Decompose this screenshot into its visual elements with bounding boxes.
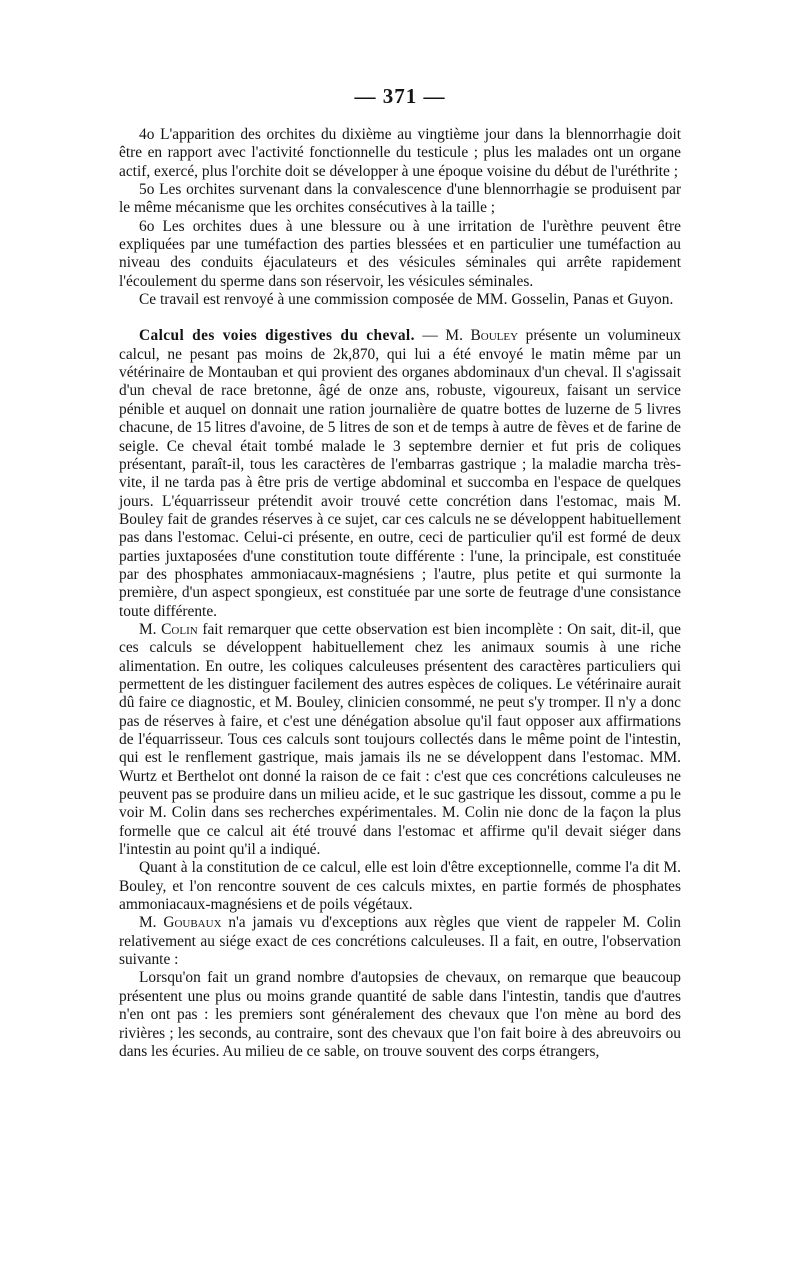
speaker-prefix: M.	[139, 620, 162, 638]
paragraph-colin	[119, 621, 681, 859]
paragraph-commission: Ce travail est renvoyé à une commission composée de MM. Gosselin, Panas et Guyon.	[139, 291, 674, 309]
paragraph-conclusion-4: 4o L'apparition des orchites du dixième au vingtième jour dans la blennorrhagie doit être en rapport avec l'activité fonctionnelle du testicule ; plus les malades ont un organe actif, exercé, plus l'orchite doit se développer à une époque voisine du début de l'uréthrite ;	[119, 126, 681, 180]
paragraph-conclusion-5: 5o Les orchites survenant dans la convalescence d'une blennorrhagie se produisent par le même mécanisme que les orchites consécutives à la taille ;	[119, 181, 681, 217]
speaker-prefix: M.	[139, 914, 164, 932]
paragraph-text: fait remarquer que cette observation est bien incomplète : On sait, dit-il, que ces calculs se développent habituellement chez les animaux soumis à une riche alimentation. En outre, les coliques calculeuses présentent des caractères particuliers qui permettent de les distinguer facilement des autres espèces de coliques. Le vétérinaire aurait dû faire ce diagnostic, et M. Bouley, clinicien consommé, ne peut s'y tromper. Il n'y a donc pas de réserves à faire, et c'est une dénégation absolue qu'il faut opposer aux affirmations de l'équarrisseur. Tous ces calculs sont toujours collectés dans le même point de l'intestin, qui est le renflement gastrique, mais jamais ils ne se développent dans l'estomac. MM. Wurtz et Berthelot ont donné la raison de ce fait : c'est que ces concrétions calculeuses ne peuvent pas se produire dans un milieu acide, et le suc gastrique les dissout, comme a pu le voir M. Colin dans ses recherches expérimentales. M. Colin nie donc de la façon la plus formelle que ce calcul ait été trouvé dans l'estomac et affirme qu'il devait siéger dans l'intestin au point qu'il a indiqué.	[119, 620, 681, 859]
paragraph-constitution: Quant à la constitution de ce calcul, elle est loin d'être exceptionnelle, comme l'a dit M. Bouley, et l'on rencontre souvent de ces calculs mixtes, en partie formés de phosphates ammoniacaux-magnésiens et de poils végétaux.	[119, 859, 681, 914]
paragraph-autopsies: Lorsqu'on fait un grand nombre d'autopsies de chevaux, on remarque que beaucoup présentent une plus ou moins grande quantité de sable dans l'intestin, tandis que d'autres n'en ont pas : les premiers sont généralement des chevaux que l'on mène au bord des rivières ; les seconds, au contraire, sont des chevaux que l'on fait boire à des abreuvoirs ou dans les écuries. Au milieu de ce sable, on trouve souvent des corps étrangers,	[119, 969, 681, 1060]
heading-dash: — M.	[414, 327, 471, 345]
paragraph-goubaux	[119, 914, 681, 969]
paragraph-text: n'a jamais vu d'exceptions aux règles que vient de rappeler M. Colin relativement au siége exact de ces concrétions calculeuses. Il a fait, en outre, l'observation suivante :	[119, 914, 681, 969]
paragraph-conclusion-6: 6o Les orchites dues à une blessure ou à une irritation de l'urèthre peuvent être expliquées par une tuméfaction des parties blessées et en particulier une tuméfaction au niveau des conduits éjaculateurs et des vésicules séminales qui arrête rapidement l'écoulement du sperme dans son réservoir, les vésicules séminales.	[119, 217, 681, 290]
body-text	[119, 126, 681, 1061]
speaker-name: Bouley	[470, 327, 519, 345]
paragraph-text: présente un volumineux calcul, ne pesant pas moins de 2k,870, qui lui a été envoyé le matin même par un vétérinaire de Montauban et qui provient des organes abdominaux d'un cheval. Il s'agissait d'un cheval de race bretonne, âgé de onze ans, robuste, vigoureux, faisant un service pénible et auquel on donnait une ration journalière de quatre bottes de luzerne de 5 livres chacune, de 15 litres d'avoine, de 5 litres de son et de temps à autre de fèves et de farine de seigle. Ce cheval était tombé malade le 3 septembre dernier et fut pris de coliques présentant, paraît-il, tous les caractères de l'embarras gastrique ; la maladie marcha très-vite, il ne tarda pas à être pris de vertige abdominal et succomba en l'espace de quelques jours. L'équarrisseur prétendit avoir trouvé cette concrétion dans l'estomac, mais M. Bouley fait de grandes réserves à ce sujet, car ces calculs ne se développent habituellement pas dans l'estomac. Celui-ci présente, en outre, ceci de particulier qu'il est formé de deux parties juxtaposées d'une constitution toute différente : l'une, la principale, est constituée par des phosphates ammoniacaux-magnésiens ; l'autre, plus petite et qui surmonte la première, d'un aspect spongieux, est constituée par une sorte de feutrage d'une consistance toute différente.	[119, 327, 681, 620]
page-number: — 371 —	[354, 84, 446, 108]
section-heading: Calcul des voies digestives du cheval.	[139, 327, 415, 345]
speaker-name: Goubaux	[163, 914, 222, 932]
speaker-name: Colin	[161, 620, 198, 638]
paragraph-calcul-cheval	[119, 327, 681, 621]
